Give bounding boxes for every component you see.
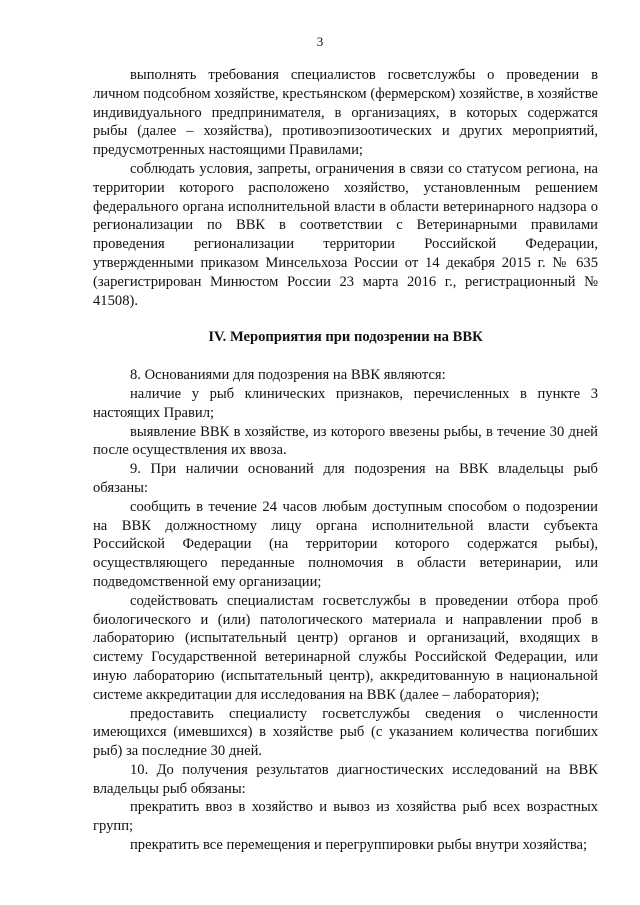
section-heading: IV. Мероприятия при подозрении на ВВК: [208, 329, 483, 346]
paragraph: предоставить специалисту госветслужбы сведения о численности имеющихся (имевшихся) в хозяйстве рыб (с указанием количества погибших рыб) за последние 30 дней.: [93, 705, 598, 760]
paragraph: 10. До получения результатов диагностических исследований на ВВК владельцы рыб обязаны:: [93, 761, 598, 797]
paragraph: содействовать специалистам госветслужбы в проведении отбора проб биологического и (или) патологического материала и направлении проб в лабораторию (испытательный центр) органов и организаций, входящих в систему Государственной ветеринарной службы Российской Федерации, или иную лабораторию (испытательный центр), аккредитованную в национальной системе аккредитации для исследования на ВВК (далее – лаборатория);: [93, 592, 598, 703]
paragraph: прекратить все перемещения и перегруппировки рыбы внутри хозяйства;: [130, 837, 588, 854]
paragraph: прекратить ввоз в хозяйство и вывоз из хозяйства рыб всех возрастных групп;: [93, 799, 598, 835]
paragraph: выполнять требования специалистов госветслужбы о проведении в личном подсобном хозяйстве, крестьянском (фермерском) хозяйстве, в хозяйстве индивидуального предпринимателя, в организациях, в которых содержатся рыбы (далее – хозяйства), противоэпизоотических и других мероприятий, предусмотренных настоящими Правилами;: [93, 67, 598, 159]
paragraph: сообщить в течение 24 часов любым доступным способом о подозрении на ВВК должностному лицу органа исполнительной власти субъекта Российской Федерации (на территории которого содержатся рыбы), осуществляющего переданные полномочия в области ветеринарии, или подведомственной ему организации;: [93, 498, 598, 590]
paragraph: соблюдать условия, запреты, ограничения в связи со статусом региона, на территории которого расположено хозяйство, установленным решением федерального органа исполнительной власти в области ветеринарного надзора о регионализации по ВВК в соответствии с Ветеринарными правилами проведения регионализации территории Российской Федерации, утвержденными приказом Минсельхоза России от 14 декабря 2015 г. № 635 (зарегистрирован Минюстом России 23 марта 2016 г., регистрационный № 41508).: [93, 160, 598, 309]
paragraph: 9. При наличии оснований для подозрения на ВВК владельцы рыб обязаны:: [93, 461, 598, 496]
paragraph: выявление ВВК в хозяйстве, из которого ввезены рыбы, в течение 30 дней после осуществления их ввоза.: [93, 423, 598, 459]
document-body: [93, 66, 598, 855]
paragraph: 8. Основаниями для подозрения на ВВК являются:: [130, 367, 446, 384]
paragraph: наличие у рыб клинических признаков, перечисленных в пункте 3 настоящих Правил;: [93, 385, 598, 421]
page-number: 3: [316, 34, 324, 49]
